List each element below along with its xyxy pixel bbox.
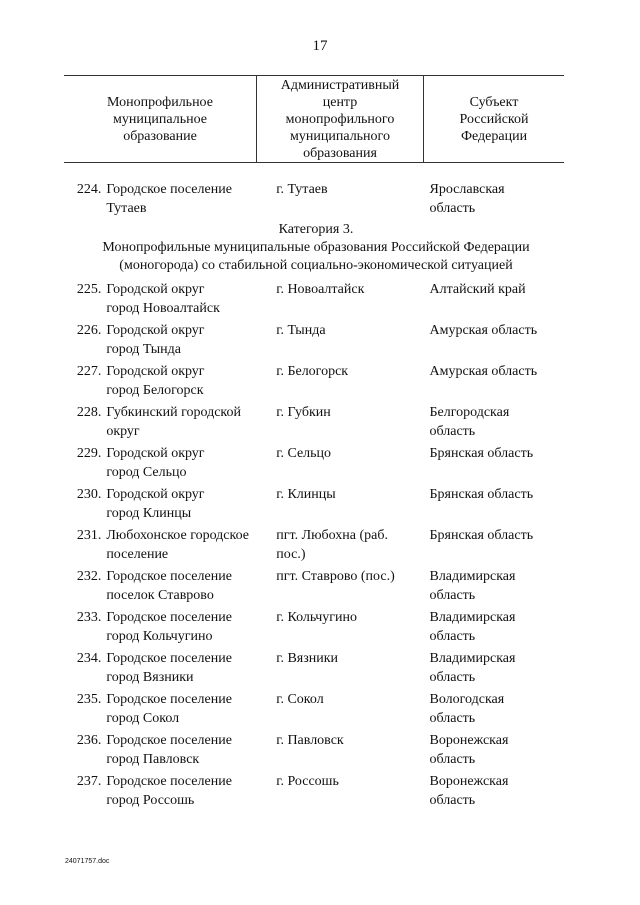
table-row — [64, 690, 564, 728]
row-number: 229. — [76, 446, 102, 461]
row-municipality: Городское поселение город Сокол — [106, 692, 232, 726]
table-body — [64, 180, 564, 813]
table-row — [64, 567, 564, 605]
row-municipality: Городской округ город Клинцы — [106, 487, 205, 521]
row-number: 235. — [76, 692, 102, 707]
row-federal-subject: Брянская область — [429, 528, 534, 543]
category-title: Категория 3. — [278, 222, 354, 237]
row-federal-subject: Воронежская область — [429, 774, 509, 808]
row-federal-subject: Владимирская область — [429, 610, 516, 644]
row-admin-center: г. Тутаев — [276, 182, 328, 197]
row-number: 228. — [76, 405, 102, 420]
row-federal-subject: Брянская область — [429, 487, 534, 502]
row-admin-center: г. Сельцо — [276, 446, 332, 461]
row-number: 232. — [76, 569, 102, 584]
row-federal-subject: Вологодская область — [429, 692, 505, 726]
row-municipality: Городское поселение город Вязники — [106, 651, 232, 685]
row-federal-subject: Владимирская область — [429, 569, 516, 603]
row-municipality: Любохонское городское поселение — [106, 528, 249, 562]
row-federal-subject: Белгородская область — [429, 405, 510, 439]
row-number: 237. — [76, 774, 102, 789]
row-municipality: Городское поселение город Павловск — [106, 733, 232, 767]
document-filename: 24071757.doc — [65, 858, 110, 865]
row-admin-center: г. Губкин — [276, 405, 331, 420]
row-municipality: Городской округ город Тында — [106, 323, 205, 357]
row-federal-subject: Алтайский край — [429, 282, 526, 297]
row-number: 231. — [76, 528, 102, 543]
table-row — [64, 180, 564, 218]
row-admin-center: г. Вязники — [276, 651, 339, 666]
row-number: 230. — [76, 487, 102, 502]
row-number: 224. — [76, 182, 102, 197]
row-admin-center: г. Клинцы — [276, 487, 336, 502]
header-admin-center: Административный центр монопрофильного муниципального образования — [256, 76, 424, 162]
row-municipality: Городской округ город Сельцо — [106, 446, 205, 480]
row-municipality: Городской округ город Белогорск — [106, 364, 205, 398]
row-federal-subject: Амурская область — [429, 323, 538, 338]
table-row — [64, 362, 564, 400]
row-admin-center: г. Павловск — [276, 733, 344, 748]
row-municipality: Городское поселение Тутаев — [106, 182, 232, 216]
header-municipality: Монопрофильное муниципальное образование — [107, 94, 213, 144]
category-description-line-2: (моногорода) со стабильной социально-экономической ситуацией — [119, 258, 513, 273]
table-row — [64, 280, 564, 318]
table-header — [64, 75, 564, 163]
table-row — [64, 731, 564, 769]
row-admin-center: пгт. Любохна (раб. пос.) — [276, 528, 389, 562]
category-heading — [56, 221, 576, 275]
row-admin-center: г. Новоалтайск — [276, 282, 365, 297]
row-municipality: Городское поселение город Россошь — [106, 774, 232, 808]
table-row — [64, 772, 564, 810]
table-row — [64, 485, 564, 523]
row-admin-center: г. Белогорск — [276, 364, 349, 379]
header-federal-subject: Субъект Российской Федерации — [459, 94, 529, 144]
row-federal-subject: Владимирская область — [429, 651, 516, 685]
row-number: 226. — [76, 323, 102, 338]
row-municipality: Губкинский городской округ — [106, 405, 242, 439]
row-federal-subject: Ярославская область — [429, 182, 505, 216]
row-number: 234. — [76, 651, 102, 666]
row-admin-center: г. Тында — [276, 323, 326, 338]
row-federal-subject: Воронежская область — [429, 733, 509, 767]
row-municipality: Городское поселение поселок Ставрово — [106, 569, 232, 603]
table-row — [64, 649, 564, 687]
row-admin-center: пгт. Ставрово (пос.) — [276, 569, 395, 584]
row-number: 233. — [76, 610, 102, 625]
table-row — [64, 403, 564, 441]
table-row — [64, 526, 564, 564]
row-federal-subject: Брянская область — [429, 446, 534, 461]
row-number: 236. — [76, 733, 102, 748]
row-admin-center: г. Сокол — [276, 692, 324, 707]
table-row — [64, 608, 564, 646]
row-municipality: Городской округ город Новоалтайск — [106, 282, 220, 316]
page-number: 17 — [312, 38, 328, 54]
row-number: 225. — [76, 282, 102, 297]
table-row — [64, 321, 564, 359]
category-description-line-1: Монопрофильные муниципальные образования Российской Федерации — [102, 240, 530, 255]
row-admin-center: г. Кольчугино — [276, 610, 357, 625]
row-federal-subject: Амурская область — [429, 364, 538, 379]
row-admin-center: г. Россошь — [276, 774, 339, 789]
row-municipality: Городское поселение город Кольчугино — [106, 610, 232, 644]
table-row — [64, 444, 564, 482]
row-number: 227. — [76, 364, 102, 379]
